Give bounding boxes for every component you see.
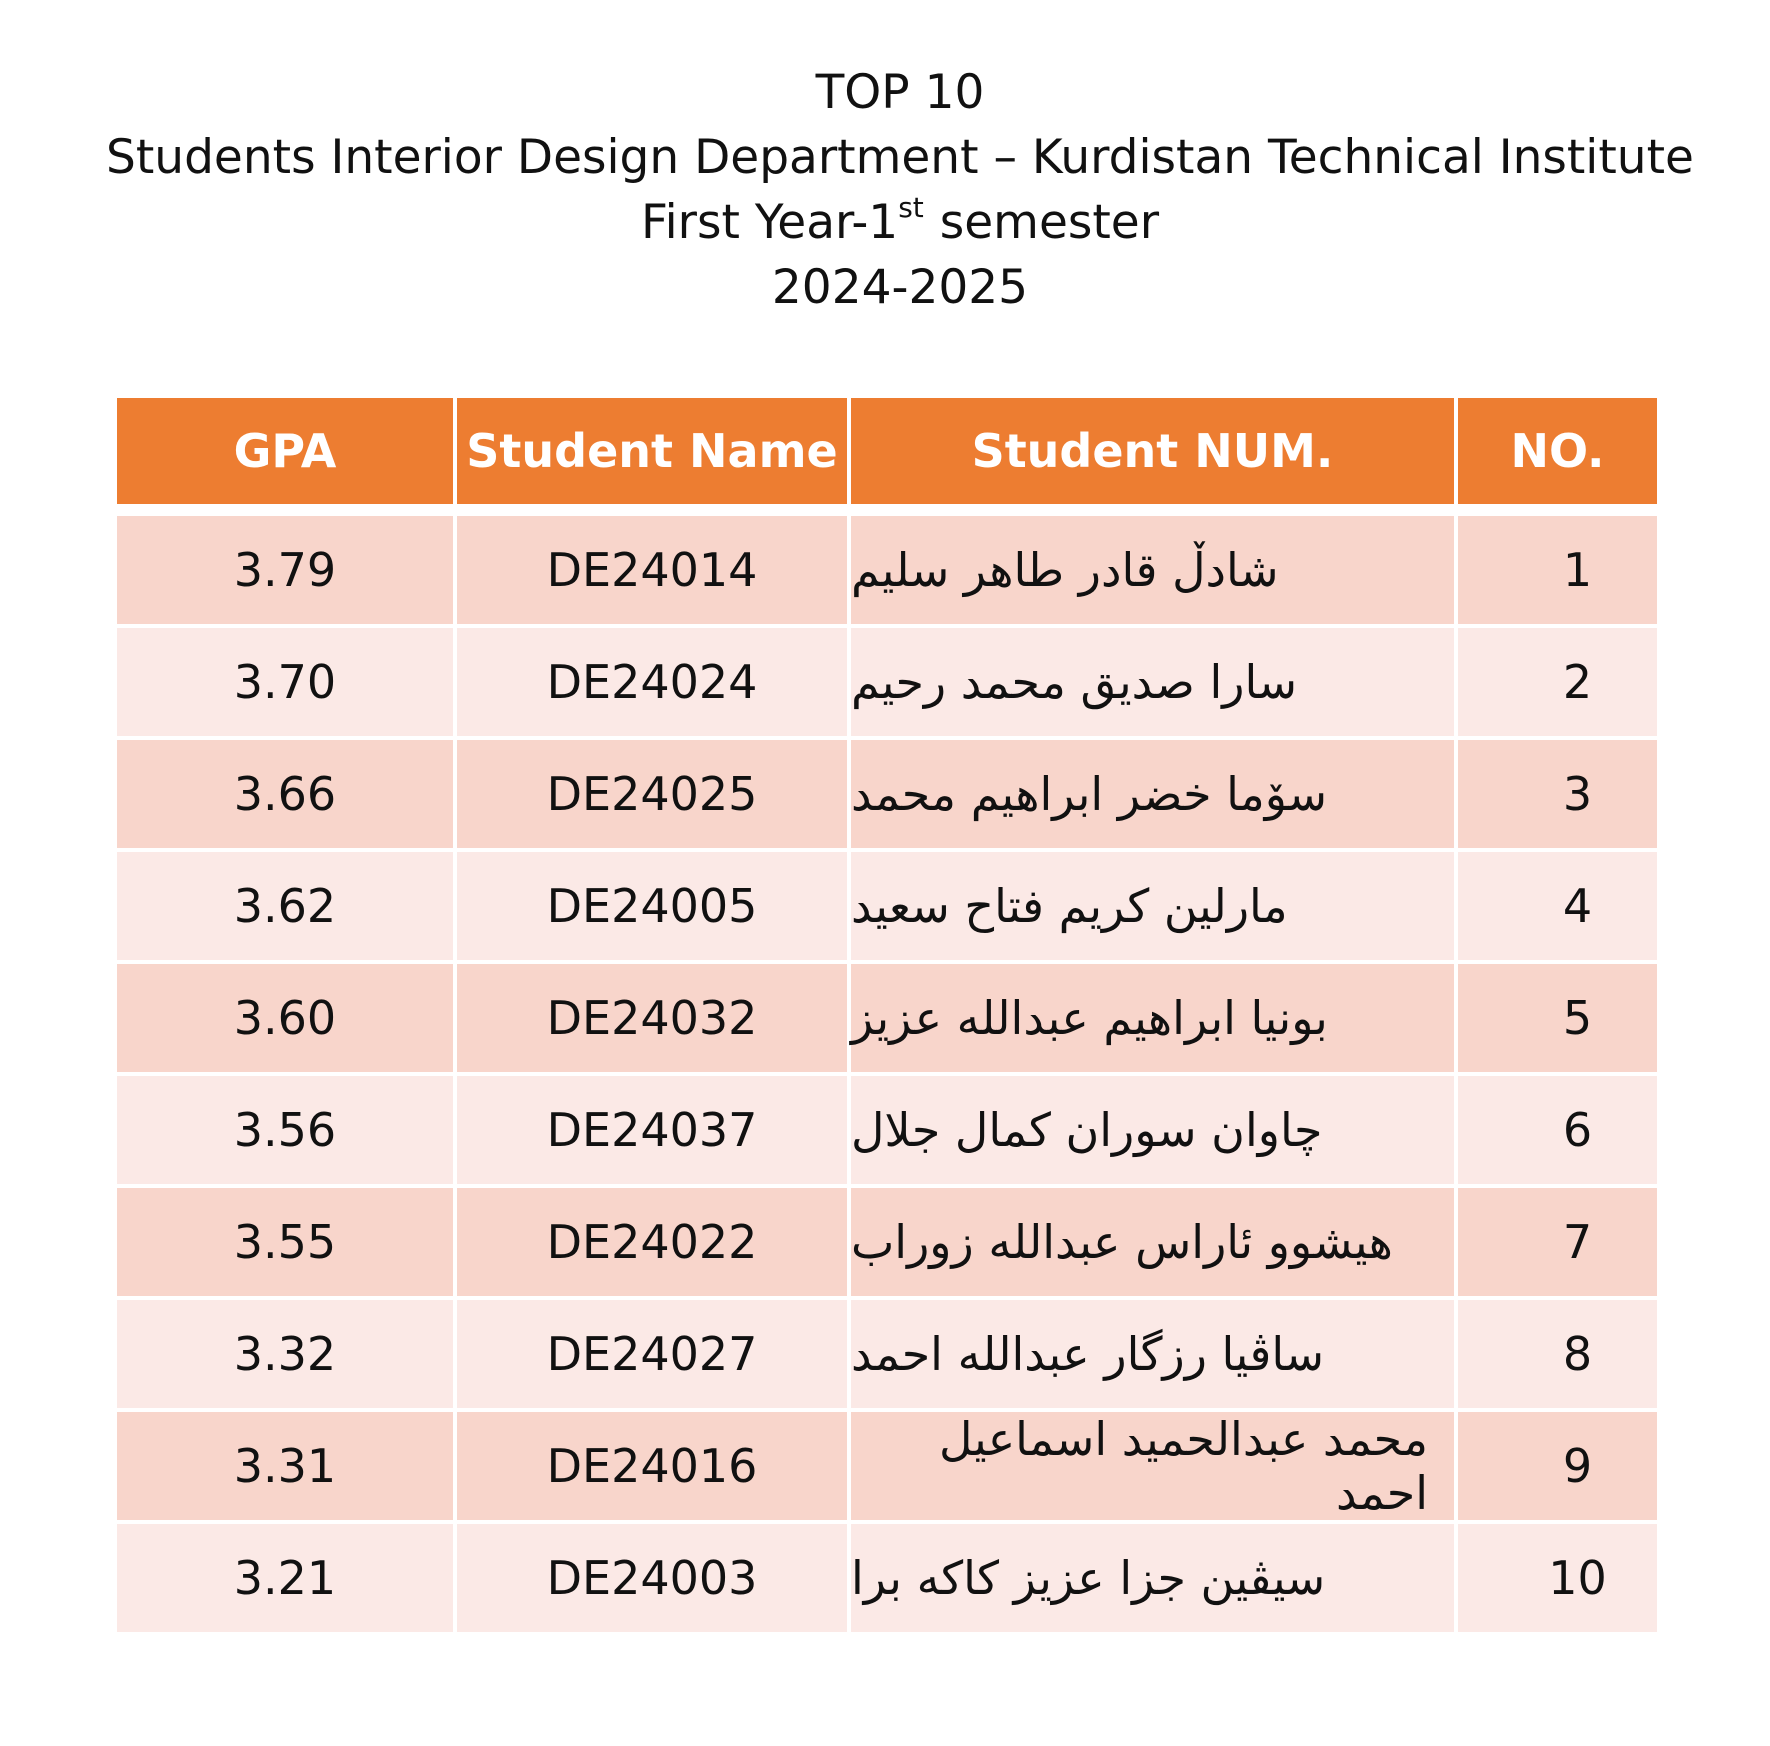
student-id-cell: DE24032 [457,964,847,1072]
heading-semester-prefix: First Year-1 [640,195,899,250]
column-header-no: NO. [1458,398,1657,504]
student-id-cell: DE24027 [457,1300,847,1408]
student-name-cell: ساڤيا رزگار عبدالله احمد [851,1300,1454,1408]
table-row [117,1300,1657,1408]
rank-number-cell: 7 [1458,1188,1657,1296]
table-header-row [117,398,1657,512]
heading-semester-ordinal: st [898,191,924,225]
gpa-cell: 3.21 [117,1524,453,1632]
student-id-cell: DE24005 [457,852,847,960]
student-name-cell: محمد عبدالحميد اسماعيل احمد [851,1412,1454,1520]
student-name-cell: مارلين كريم فتاح سعيد [851,852,1454,960]
student-name-cell: شادڵ قادر طاهر سليم [851,516,1454,624]
column-header-gpa: GPA [117,398,453,504]
student-name-cell: هيشوو ئاراس عبدالله زوراب [851,1188,1454,1296]
rank-number-cell: 2 [1458,628,1657,736]
gpa-cell: 3.31 [117,1412,453,1520]
rank-number-cell: 1 [1458,516,1657,624]
table-row [117,964,1657,1072]
table-row [117,1412,1657,1520]
gpa-cell: 3.55 [117,1188,453,1296]
gpa-cell: 3.32 [117,1300,453,1408]
gpa-cell: 3.79 [117,516,453,624]
student-id-cell: DE24037 [457,1076,847,1184]
table-row [117,1076,1657,1184]
student-id-cell: DE24016 [457,1412,847,1520]
gpa-cell: 3.70 [117,628,453,736]
student-id-cell: DE24022 [457,1188,847,1296]
heading-semester-suffix: semester [939,195,1160,250]
heading-semester [0,190,1770,255]
heading-top10: TOP 10 [815,65,985,120]
heading-year: 2024-2025 [771,260,1029,315]
heading-department: Students Interior Design Department – Kurdistan Technical Institute [106,130,1694,185]
table-row [117,1188,1657,1296]
rank-number-cell: 3 [1458,740,1657,848]
student-name-cell: چاوان سوران كمال جلال [851,1076,1454,1184]
student-id-cell: DE24024 [457,628,847,736]
rank-number-cell: 4 [1458,852,1657,960]
table-row [117,852,1657,960]
table-row [117,516,1657,624]
column-header-student-name: Student Name [457,398,847,504]
top-students-table [117,398,1657,1636]
rank-number-cell: 6 [1458,1076,1657,1184]
rank-number-cell: 9 [1458,1412,1657,1520]
rank-number-cell: 5 [1458,964,1657,1072]
student-name-cell: سۆما خضر ابراهيم محمد [851,740,1454,848]
table-row [117,628,1657,736]
column-header-student-num: Student NUM. [851,398,1454,504]
gpa-cell: 3.60 [117,964,453,1072]
student-name-cell: سيڤين جزا عزيز كاكه برا [851,1524,1454,1632]
table-row [117,740,1657,848]
student-id-cell: DE24003 [457,1524,847,1632]
table-row [117,1524,1657,1632]
gpa-cell: 3.62 [117,852,453,960]
gpa-cell: 3.56 [117,1076,453,1184]
student-id-cell: DE24025 [457,740,847,848]
gpa-cell: 3.66 [117,740,453,848]
page-heading [0,60,1770,320]
student-name-cell: بونيا ابراهيم عبدالله عزيز [851,964,1454,1072]
rank-number-cell: 8 [1458,1300,1657,1408]
student-id-cell: DE24014 [457,516,847,624]
rank-number-cell: 10 [1458,1524,1657,1632]
student-name-cell: سارا صديق محمد رحيم [851,628,1454,736]
